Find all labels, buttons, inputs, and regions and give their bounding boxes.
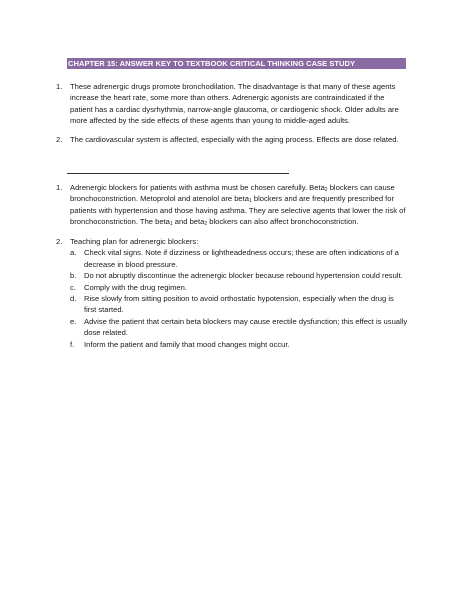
text-line: decrease in blood pressure. [84,259,178,269]
subitem-text [84,247,420,270]
text-line: Rise slowly from sitting position to avoid orthostatic hypotension, especially when the drug is [84,294,394,303]
chapter-heading: CHAPTER 15: ANSWER KEY TO TEXTBOOK CRITICAL THINKING CASE STUDY [68,59,356,68]
text-line: Comply with the drug regimen. [84,282,187,292]
subitem-letter: e. [70,316,77,326]
subitem-text [84,270,420,281]
text-line [70,216,420,227]
subscript: 1 [249,198,252,205]
text-run: blockers and are frequently prescribed for [251,194,395,204]
text-line: Do not abruptly discontinue the adrenergic blocker because rebound hypertension could result. [84,271,403,281]
text-line: Check vital signs. Note if dizziness or lightheadedness occurs; these are often indications of a [84,248,399,258]
item-text [70,81,420,127]
text-line: more affected by the side effects of these agents than young to middle-aged adults. [70,116,351,126]
text-run: Adrenergic blockers for patients with asthma must be chosen carefully. Beta [70,183,325,192]
item-number: 1. [56,82,63,91]
subscript: 2 [324,187,328,193]
item-text [70,182,420,228]
text-line: These adrenergic drugs promote bronchodilation. The disadvantage is that many of these agents [70,82,396,91]
subitem-letter: a. [70,248,77,258]
text-line [70,193,420,204]
subscript: 1 [169,221,173,228]
subitem-text [84,316,420,339]
text-line: patients with hypertension and those having asthma. They are selective agents that lower the risk of [70,205,406,215]
teaching-plan-intro: Teaching plan for adrenergic blockers: [70,237,199,246]
item-text [70,134,420,145]
subitem-text [84,339,420,350]
subitem-letter: f. [70,339,75,349]
text-line: first started. [84,305,124,315]
text-line: The cardiovascular system is affected, especially with the aging process. Effects are dose related. [70,135,399,144]
text-run: bronchoconstriction. The beta [70,217,170,227]
text-line: Inform the patient and family that mood changes might occur. [84,339,290,349]
subitem-letter: c. [70,282,76,292]
text-line: patient has a cardiac dysrhythmia, narrow-angle glaucoma, or cardiogenic shock. Older adults are [70,104,399,114]
item-text [70,236,420,247]
text-run: bronchoconstriction. Metoprolol and atenolol are beta [70,194,249,204]
section-divider [67,173,289,174]
subscript: 2 [204,221,208,228]
item-number: 2. [56,135,63,144]
text-line: increase the heart rate, some more than others. Adrenergic agonists are contraindicated if the [70,93,385,103]
text-line: dose related. [84,328,128,338]
text-run: and beta [172,217,205,227]
text-line [70,182,420,193]
subitem-letter: b. [70,271,77,281]
text-run: blockers can also affect bronchoconstriction. [207,217,359,227]
text-line: Advise the patient that certain beta blockers may cause erectile dysfunction; this effect is usually [84,316,408,326]
item-number: 2. [56,237,63,246]
subitem-letter: d. [70,294,77,303]
subitem-text [84,293,420,316]
text-run: blockers can cause [327,183,395,192]
item-number: 1. [56,183,63,192]
subitem-text [84,282,420,293]
